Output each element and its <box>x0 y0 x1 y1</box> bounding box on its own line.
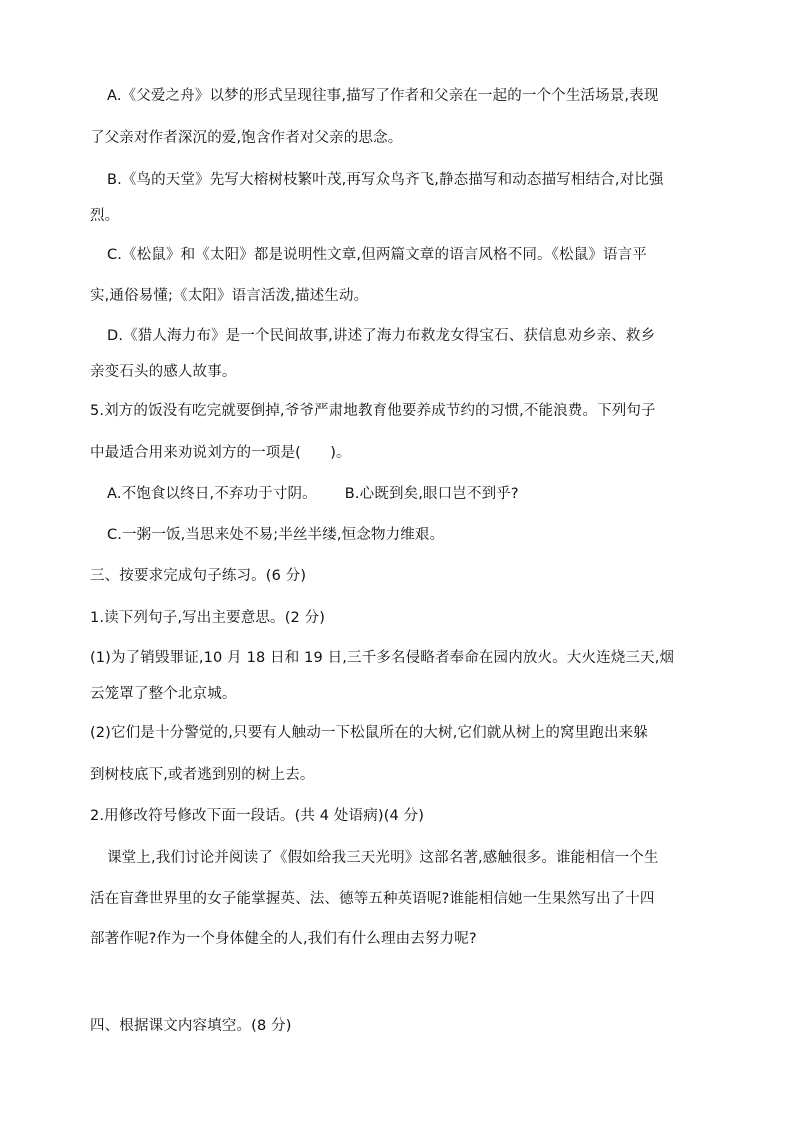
sentence-1-line-2: 云笼罩了整个北京城。 <box>90 686 237 702</box>
q5-option-a: A.不饱食以终日,不弃功于寸阴。 <box>107 486 317 502</box>
option-b-line-2: 烈。 <box>90 208 120 224</box>
option-c-line-1: C.《松鼠》和《太阳》都是说明性文章,但两篇文章的语言风格不同。《松鼠》语言平 <box>107 247 647 263</box>
question-5-line-2: 中最适合用来劝说刘方的一项是( )。 <box>90 445 351 461</box>
option-d-line-1: D.《猎人海力布》是一个民间故事,讲述了海力布救龙女得宝石、获信息劝乡亲、救乡 <box>107 328 656 344</box>
sentence-2-line-2: 到树枝底下,或者逃到别的树上去。 <box>90 767 315 783</box>
option-b-line-1: B.《鸟的天堂》先写大榕树枝繁叶茂,再写众鸟齐飞,静态描写和动态描写相结合,对比强 <box>107 172 664 188</box>
q5-option-b: B.心既到矣,眼口岂不到乎? <box>344 486 519 502</box>
sentence-1-line-1: (1)为了销毁罪证,10 月 18 日和 19 日,三千多名侵略者奉命在园内放火。大火连烧三天,烟 <box>90 650 675 666</box>
option-c-line-2: 实,通俗易懂;《太阳》语言活泼,描述生动。 <box>90 288 369 304</box>
section-3-q1: 1.读下列句子,写出主要意思。(2 分) <box>90 610 326 626</box>
option-d-line-2: 亲变石头的感人故事。 <box>90 364 237 380</box>
section-4-heading: 四、根据课文内容填空。(8 分) <box>90 1018 292 1034</box>
paragraph-line-1: 课堂上,我们讨论并阅读了《假如给我三天光明》这部名著,感触很多。谁能相信一个生 <box>107 850 659 866</box>
q5-option-c: C.一粥一饭,当思来处不易;半丝半缕,恒念物力维艰。 <box>107 527 445 543</box>
paragraph-line-2: 活在盲聋世界里的女子能掌握英、法、德等五种英语呢?谁能相信她一生果然写出了十四 <box>90 891 655 907</box>
question-5-line-1: 5.刘方的饭没有吃完就要倒掉,爷爷严肃地教育他要养成节约的习惯,不能浪费。下列句子 <box>90 403 656 419</box>
paragraph-line-3: 部著作呢?作为一个身体健全的人,我们有什么理由去努力呢? <box>90 931 477 947</box>
option-a-line-1: A.《父爱之舟》以梦的形式呈现往事,描写了作者和父亲在一起的一个个生活场景,表现 <box>107 88 659 104</box>
sentence-2-line-1: (2)它们是十分警觉的,只要有人触动一下松鼠所在的大树,它们就从树上的窝里跑出来躲 <box>90 725 648 741</box>
option-a-line-2: 了父亲对作者深沉的爱,饱含作者对父亲的思念。 <box>90 130 403 146</box>
section-3-heading: 三、按要求完成句子练习。(6 分) <box>90 568 307 584</box>
section-3-q2: 2.用修改符号修改下面一段话。(共 4 处语病)(4 分) <box>90 808 425 824</box>
q5-options-row <box>107 484 519 504</box>
